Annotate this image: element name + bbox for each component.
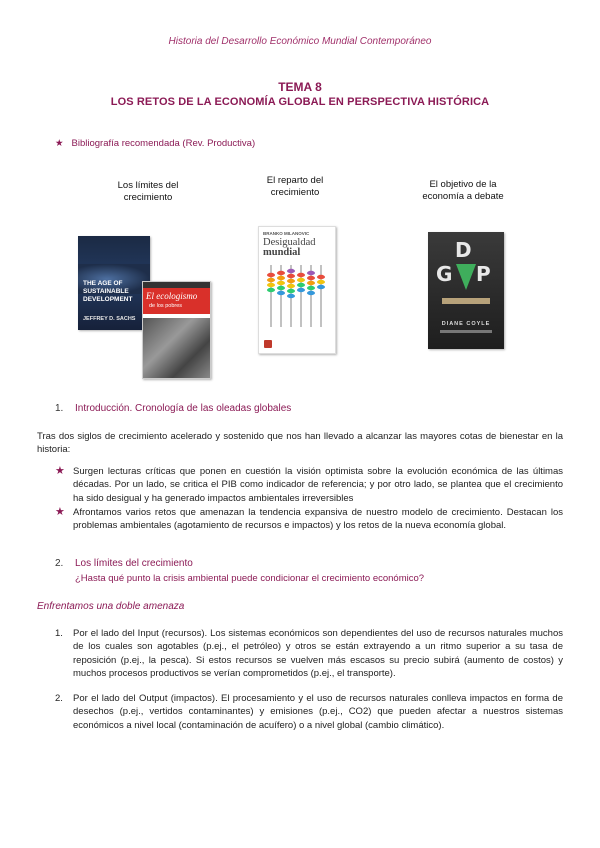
section-1-heading (55, 403, 291, 414)
running-header: Historia del Desarrollo Económico Mundial Contemporáneo (168, 36, 432, 47)
threat-item-output: Por el lado del Output (impactos). El procesamiento y el uso de recursos naturales conlleva impactos en forma de desechos (p.ej., vertidos contaminantes) y emisiones (p.ej., CO2) que pueden afectar a nuestros sistemas económicos a nivel local (contaminación de acuífero) o a nivel global (cambio climático). (73, 693, 563, 731)
gdp-letter-g: G (436, 262, 453, 286)
caption-objective (418, 179, 508, 203)
book-subtitle-band (442, 298, 490, 304)
book-title-pre: El (146, 291, 154, 301)
threat-item-input: Por el lado del Input (recursos). Los sistemas económicos son dependientes del uso de recursos naturales muchos de los cuales son agotables (p.ej., el petróleo) y otros se están extrayendo a un ritmo superior a su tasa de reposición (p.ej., la pesca). Si estos recursos se vuelven más escasos su precio subirá (aumento de costos) y muchos procesos productivos se verían comprometidos (p.ej., el transporte). (73, 628, 563, 680)
book-cover-sachs (78, 236, 150, 330)
caption-line: El reparto del (266, 175, 324, 186)
book-title-line: SUSTAINABLE (83, 288, 129, 295)
book-title-line: mundial (263, 247, 301, 258)
book-title (263, 238, 316, 258)
book-subtitle: de los pobres (149, 303, 183, 309)
book-cover-ecologismo (142, 281, 211, 379)
caption-line: crecimiento (270, 187, 320, 198)
book-title-main: ecologismo (156, 291, 198, 301)
book-tagline (440, 330, 492, 333)
caption-line: crecimiento (123, 192, 173, 203)
caption-line: El objetivo de la (429, 179, 497, 190)
caption-distribution (255, 175, 335, 199)
list-number: 2. (55, 693, 63, 704)
book-cover-gdp (428, 232, 504, 349)
star-icon: ★ (55, 506, 65, 518)
book-author: JEFFREY D. SACHS (83, 316, 136, 322)
book-author: DIANE COYLE (441, 321, 491, 327)
bibliography-heading-text: Bibliografía recomendada (Rev. Productiva) (71, 138, 256, 149)
abacus-illustration (265, 265, 329, 331)
book-cover-milanovic (258, 226, 336, 354)
section-title: Los límites del crecimiento (75, 558, 193, 569)
book-title-line: THE AGE OF (83, 280, 123, 287)
gdp-letter-d: D (455, 238, 472, 262)
book-title (146, 291, 197, 301)
book-photo (143, 318, 210, 378)
intro-paragraph: Tras dos siglos de crecimiento acelerado y sostenido que nos han llevado a alcanzar las mayores cotas de bienestar en la historia: (37, 431, 563, 456)
book-author: BRANKO MILANOVIC (263, 231, 310, 236)
section-2-heading (55, 558, 193, 569)
section-number: 1. (55, 403, 64, 414)
bullet-paragraph: Afrontamos varios retos que amenazan la tendencia expansiva de nuestro modelo de crecimiento. Destacan los problemas ambientales (agotamiento de recursos e impactos) y los retos de la nueva economía global. (73, 507, 563, 532)
book-title-line: DEVELOPMENT (83, 296, 133, 303)
book-red-band (143, 288, 210, 314)
chapter-number: TEMA 8 (278, 80, 322, 94)
caption-line: economía a debate (422, 191, 504, 202)
caption-line: Los límites del (117, 180, 179, 191)
arrow-icon (454, 262, 478, 292)
section-2-question: ¿Hasta qué punto la crisis ambiental puede condicionar el crecimiento económico? (75, 573, 425, 584)
publisher-logo (264, 340, 272, 348)
threat-heading: Enfrentamos una doble amenaza (37, 601, 185, 612)
section-number: 2. (55, 558, 64, 569)
book-title (83, 280, 132, 304)
list-number: 1. (55, 628, 63, 639)
bullet-paragraph: Surgen lecturas críticas que ponen en cuestión la visión optimista sobre la evolución económica de las últimas décadas. Por un lado, se critica el PIB como indicador de referencia; y por otro lado, se plantea que el crecimiento ha sido desigual y ha generado impactos ambientales irreversibles (73, 466, 563, 504)
chapter-title: LOS RETOS DE LA ECONOMÍA GLOBAL EN PERSPECTIVA HISTÓRICA (110, 96, 490, 108)
book-title-line: Desigualdad (263, 237, 316, 248)
section-title: Introducción. Cronología de las oleadas globales (75, 403, 292, 414)
caption-limits (108, 180, 188, 204)
bibliography-heading (55, 138, 255, 149)
star-icon: ★ (55, 465, 65, 477)
gdp-letter-p: P (476, 262, 491, 286)
star-icon: ★ (55, 138, 64, 149)
